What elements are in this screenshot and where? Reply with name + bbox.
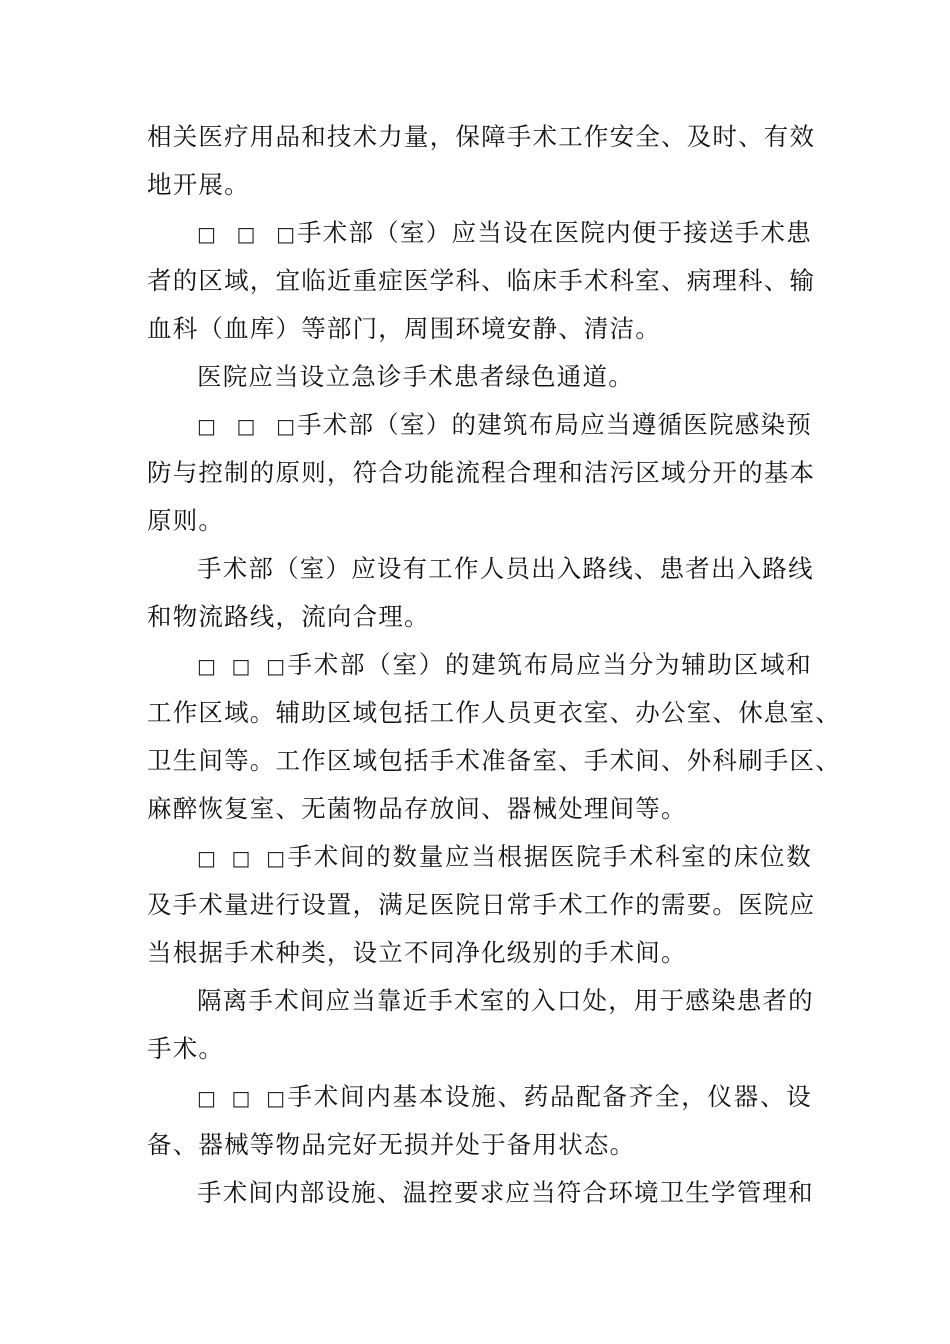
article-number: □□□ [197, 1086, 287, 1110]
paragraph-line: 者的区域，宜临近重症医学科、临床手术科室、病理科、输 [147, 266, 816, 295]
paragraph-line: 地开展。 [147, 170, 250, 199]
paragraph-line: 及手术量进行设置，满足医院日常手术工作的需要。医院应 [147, 890, 816, 919]
paragraph-line: 隔离手术间应当靠近手术室的入口处，用于感染患者的 [197, 986, 814, 1015]
article-paragraph-first-line [197, 218, 812, 249]
paragraph-line: 和物流路线，流向合理。 [147, 602, 430, 631]
article-number: □□□ [197, 414, 297, 438]
article-number: □□□ [197, 654, 287, 678]
paragraph-line: 卫生间等。工作区域包括手术准备室、手术间、外科刷手区、 [147, 746, 841, 775]
paragraph-line: 手术部（室）应设有工作人员出入路线、患者出入路线 [197, 554, 814, 583]
paragraph-text: 手术部（室）的建筑布局应当遵循医院感染预 [297, 410, 812, 439]
paragraph-text: 手术间的数量应当根据医院手术科室的床位数 [287, 842, 812, 871]
paragraph-line: 手术间内部设施、温控要求应当符合环境卫生学管理和 [197, 1178, 814, 1207]
article-number: □□□ [197, 222, 297, 246]
article-paragraph-first-line [197, 1082, 812, 1113]
paragraph-line: 相关医疗用品和技术力量，保障手术工作安全、及时、有效 [147, 122, 816, 151]
paragraph-line: 工作区域。辅助区域包括工作人员更衣室、办公室、休息室、 [147, 698, 841, 727]
paragraph-line: 手术。 [147, 1034, 225, 1063]
paragraph-text: 手术部（室）的建筑布局应当分为辅助区域和 [287, 650, 812, 679]
paragraph-text: 手术部（室）应当设在医院内便于接送手术患 [297, 218, 812, 247]
article-number: □□□ [197, 846, 287, 870]
article-paragraph-first-line [197, 842, 812, 873]
article-paragraph-first-line [197, 410, 812, 441]
article-paragraph-first-line [197, 650, 812, 681]
paragraph-line: 防与控制的原则，符合功能流程合理和洁污区域分开的基本 [147, 458, 816, 487]
paragraph-line: 当根据手术种类，设立不同净化级别的手术间。 [147, 938, 687, 967]
paragraph-text: 手术间内基本设施、药品配备齐全，仪器、设 [287, 1082, 812, 1111]
paragraph-line: 备、器械等物品完好无损并处于备用状态。 [147, 1130, 636, 1159]
paragraph-line: 医院应当设立急诊手术患者绿色通道。 [197, 362, 634, 391]
paragraph-line: 血科（血库）等部门，周围环境安静、清洁。 [147, 314, 661, 343]
paragraph-line: 麻醉恢复室、无菌物品存放间、器械处理间等。 [147, 794, 687, 823]
paragraph-line: 原则。 [147, 506, 225, 535]
